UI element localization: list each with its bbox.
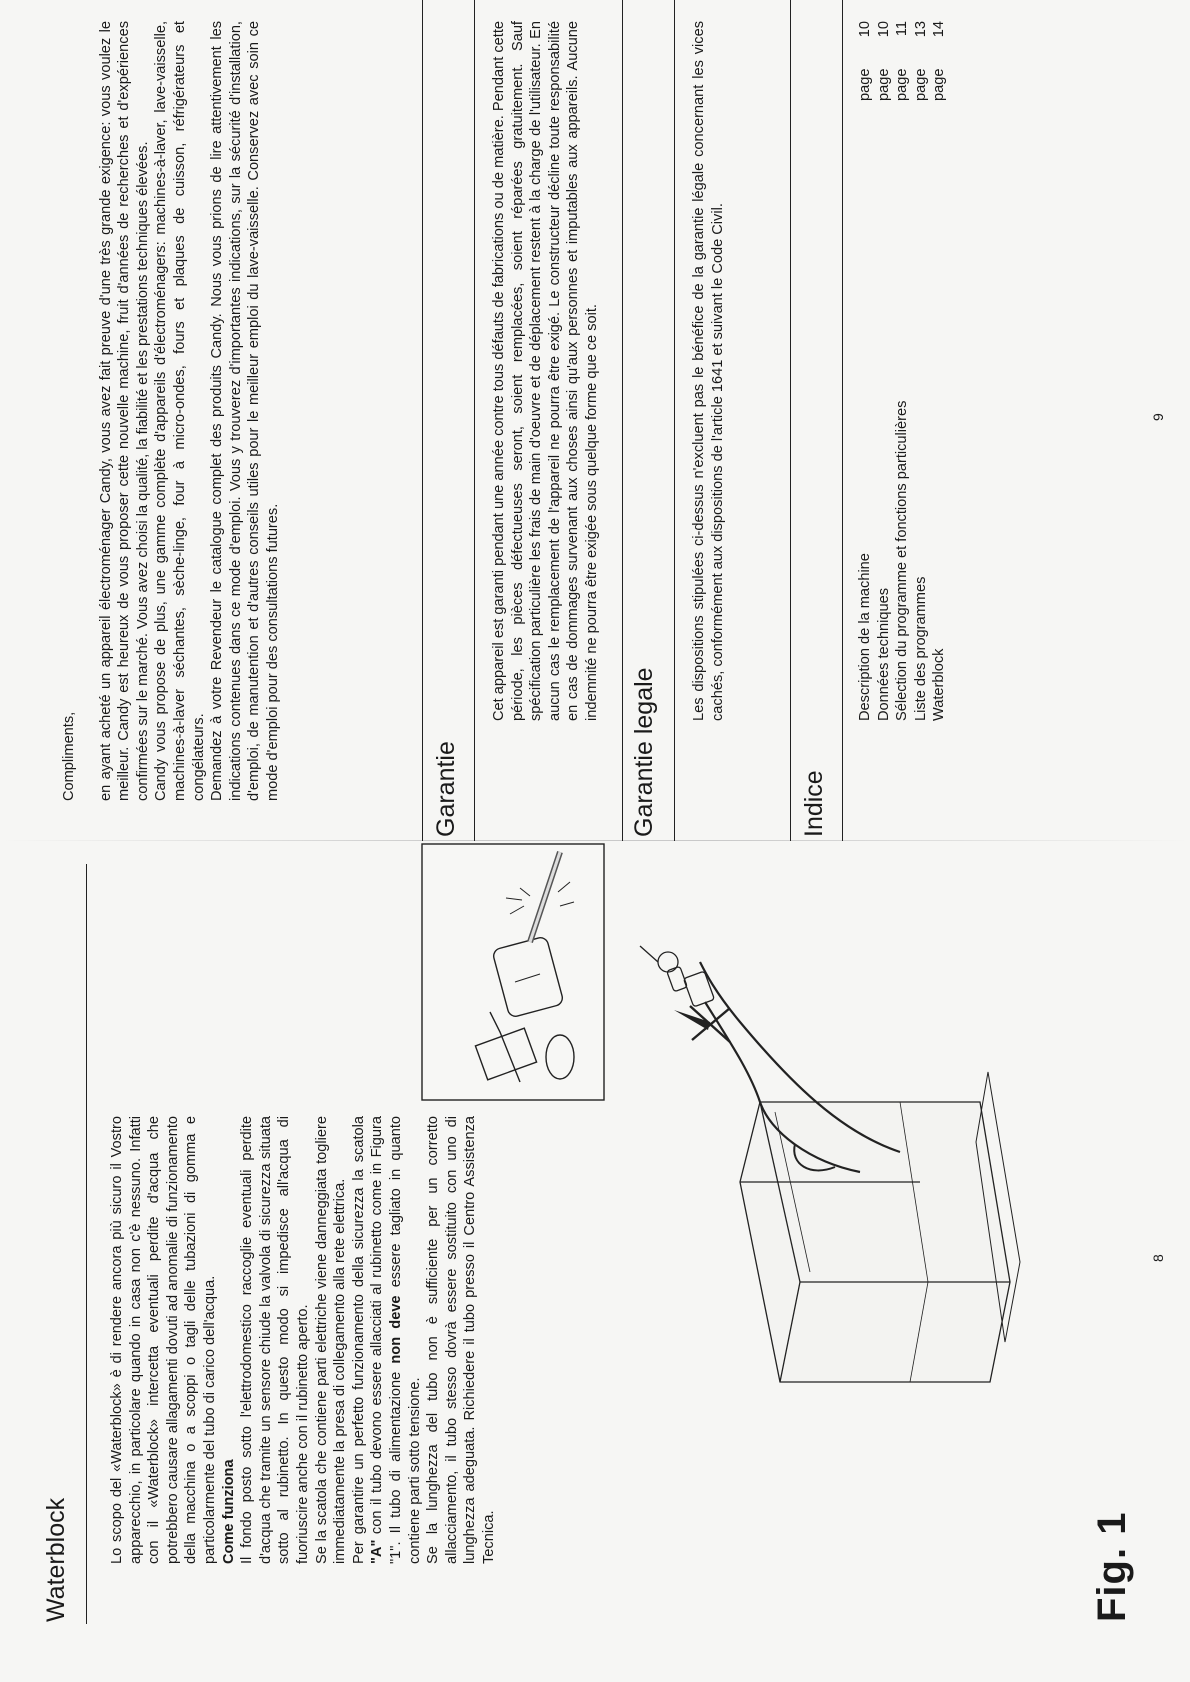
heading-come-funziona: Come funziona — [220, 1459, 237, 1564]
legale-rule-bottom — [674, 0, 675, 841]
length-paragraph: Se la lunghezza del tubo non è sufficiente per un corretto allacciamento, il tubo stesso dovrà essere sostituito con uno di lunghezza adeguata. Richiedere il tubo presso il Centro Assistenza Tecnica. — [425, 1116, 497, 1564]
inset-detail — [420, 842, 606, 1102]
left-page — [0, 841, 1190, 1682]
section-title-garantie-legale: Garantie legale — [630, 667, 658, 837]
waterblock-body — [108, 1116, 498, 1564]
intro-paragraph-fr: en ayant acheté un appareil électroménager Candy, vous avez fait preuve d'une très grande exigence: vous voulez le meilleur. Candy est heureux de vous proposer cette nouvelle machine, fruit d'années de recherches et d'expériences confirmées sur le marché. Vous avez choisi la qualité, la fiabilité et les prestations techniques élevées. — [97, 21, 151, 801]
toc-label: Description de la machine — [857, 553, 873, 721]
toc-page-word: page — [894, 68, 911, 101]
toc-label: Données techniques — [875, 587, 892, 721]
indice-rule — [790, 0, 791, 841]
range-paragraph: Candy vous propose de plus, une gamme complète d'appareils d'électroménagers: machines-à-laver, lave-vaisselle, machines-à-laver séchantes, sèche-linge, four à micro-ondes, fours et plaques de cuisson, réfrigérateurs et congélateurs. — [153, 21, 207, 801]
compliments-block — [60, 21, 283, 801]
scatola-paragraph: Se la scatola che contiene parti elettriche viene danneggiata togliere immediatamente la presa di collegamento alla rete elettrica. — [313, 1116, 349, 1564]
how-paragraph: Il fondo posto sotto l'elettrodomestico raccoglie eventuali perdite d'acqua che tramite un sensore chiude la valvola di sicurezza situata sotto al rubinetto. In questo modo si impedisce all'acqua di fuoriuscire anche con il rubinetto aperto. — [239, 1116, 311, 1564]
toc-page-word: page — [875, 68, 892, 101]
garantie-text: Cet appareil est garanti pendant une année contre tous défauts de fabrications ou de matière. Pendant cette période, les pièces défectueuses seront, soient remplacées, soient réparées gratuitement. Sauf spécification particulière les frais de main d'oeuvre et de déplacement restent à la charge de l'utilisateur. En aucun cas le remplacement de l'appareil ne pourra être exigé. Le constructeur décline toute responsabilité en cas de dommages survenant aux choses ainsi qu'aux personnes et imputables aux appareils. Aucune indemnité ne pourra être exigée sous quelque forme que ce soit. — [491, 21, 600, 721]
toc-row[interactable] — [912, 21, 931, 721]
garantie-rule — [422, 0, 423, 841]
garantie-rule-bottom — [474, 0, 475, 841]
intro-paragraph: Lo scopo del «Waterblock» è di rendere ancora più sicuro il Vostro apparecchio, in particolare quando in casa non c'è nessuno. Infatti con il «Waterblock» intercetta eventuali perdite d'acqua che potrebbero causare allagamenti dovuti ad anomalie di funzionamento della macchina o a scoppi o tagli delle tubazioni di gomma e particolarmente del tubo di carico dell'acqua. — [109, 1116, 218, 1564]
section-title-waterblock: Waterblock — [42, 1497, 70, 1622]
toc-row[interactable] — [856, 21, 875, 721]
connection-paragraph: Per garantire un perfetto funzionamento della sicurezza la scatola "A" con il tubo devono essere allacciati al rubinetto come in Figura "1". Il tubo di alimentazione non deve essere tagliato in quanto contiene parti sotto tensione. — [350, 1116, 423, 1564]
toc-label: Sélection du programme et fonctions particulières — [894, 400, 911, 721]
toc-label: Waterblock — [931, 648, 948, 721]
toc-page-word: page — [931, 68, 948, 101]
tap-waterblock-drawing — [640, 946, 714, 1007]
page-number-right: 9 — [1150, 413, 1166, 421]
section-title-indice: Indice — [800, 770, 828, 837]
toc-page-number: 13 — [912, 21, 929, 38]
title-rule — [86, 864, 87, 1624]
toc-page-number: 10 — [857, 21, 873, 38]
toc-row[interactable] — [875, 21, 894, 721]
toc-page-number: 14 — [931, 21, 948, 38]
legale-text: Les dispositions stipulées ci-dessus n'excluent pas le bénéfice de la garantie légale concernant les vices cachés, conformément aux dispositions de l'article 1641 et suivant le Code Civil. — [691, 21, 726, 721]
figure-label: Fig. 1 — [1090, 1511, 1134, 1622]
section-title-garantie: Garantie — [432, 741, 460, 837]
toc-row[interactable] — [893, 21, 912, 721]
page-number-left: 8 — [1150, 1254, 1166, 1262]
toc-page-number: 10 — [875, 21, 892, 38]
toc-page-word: page — [857, 68, 873, 101]
toc-row[interactable] — [930, 21, 949, 721]
table-of-contents — [856, 21, 949, 721]
toc-label: Liste des programmes — [912, 576, 929, 721]
greeting: Compliments, — [61, 711, 77, 801]
dishwasher-drawing — [740, 1102, 1010, 1382]
figure-1-illustration — [610, 862, 1030, 1402]
legale-rule — [622, 0, 623, 841]
catalogue-paragraph: Demandez à votre Revendeur le catalogue complet des produits Candy. Nous vous prions de lire attentivement les indications contenues dans ce mode d'emploi. Vous y trouverez d'importantes indications, sur la sécurité d'installation, d'emploi, de manutention et d'autres conseils utiles pour le meilleur emploi du lave-vaisselle. Conservez avec soin ce mode d'emploi pour des consultations futures. — [209, 21, 281, 801]
indice-rule-bottom — [842, 0, 843, 841]
toc-page-word: page — [912, 68, 929, 101]
toc-page-number: 11 — [894, 21, 911, 37]
